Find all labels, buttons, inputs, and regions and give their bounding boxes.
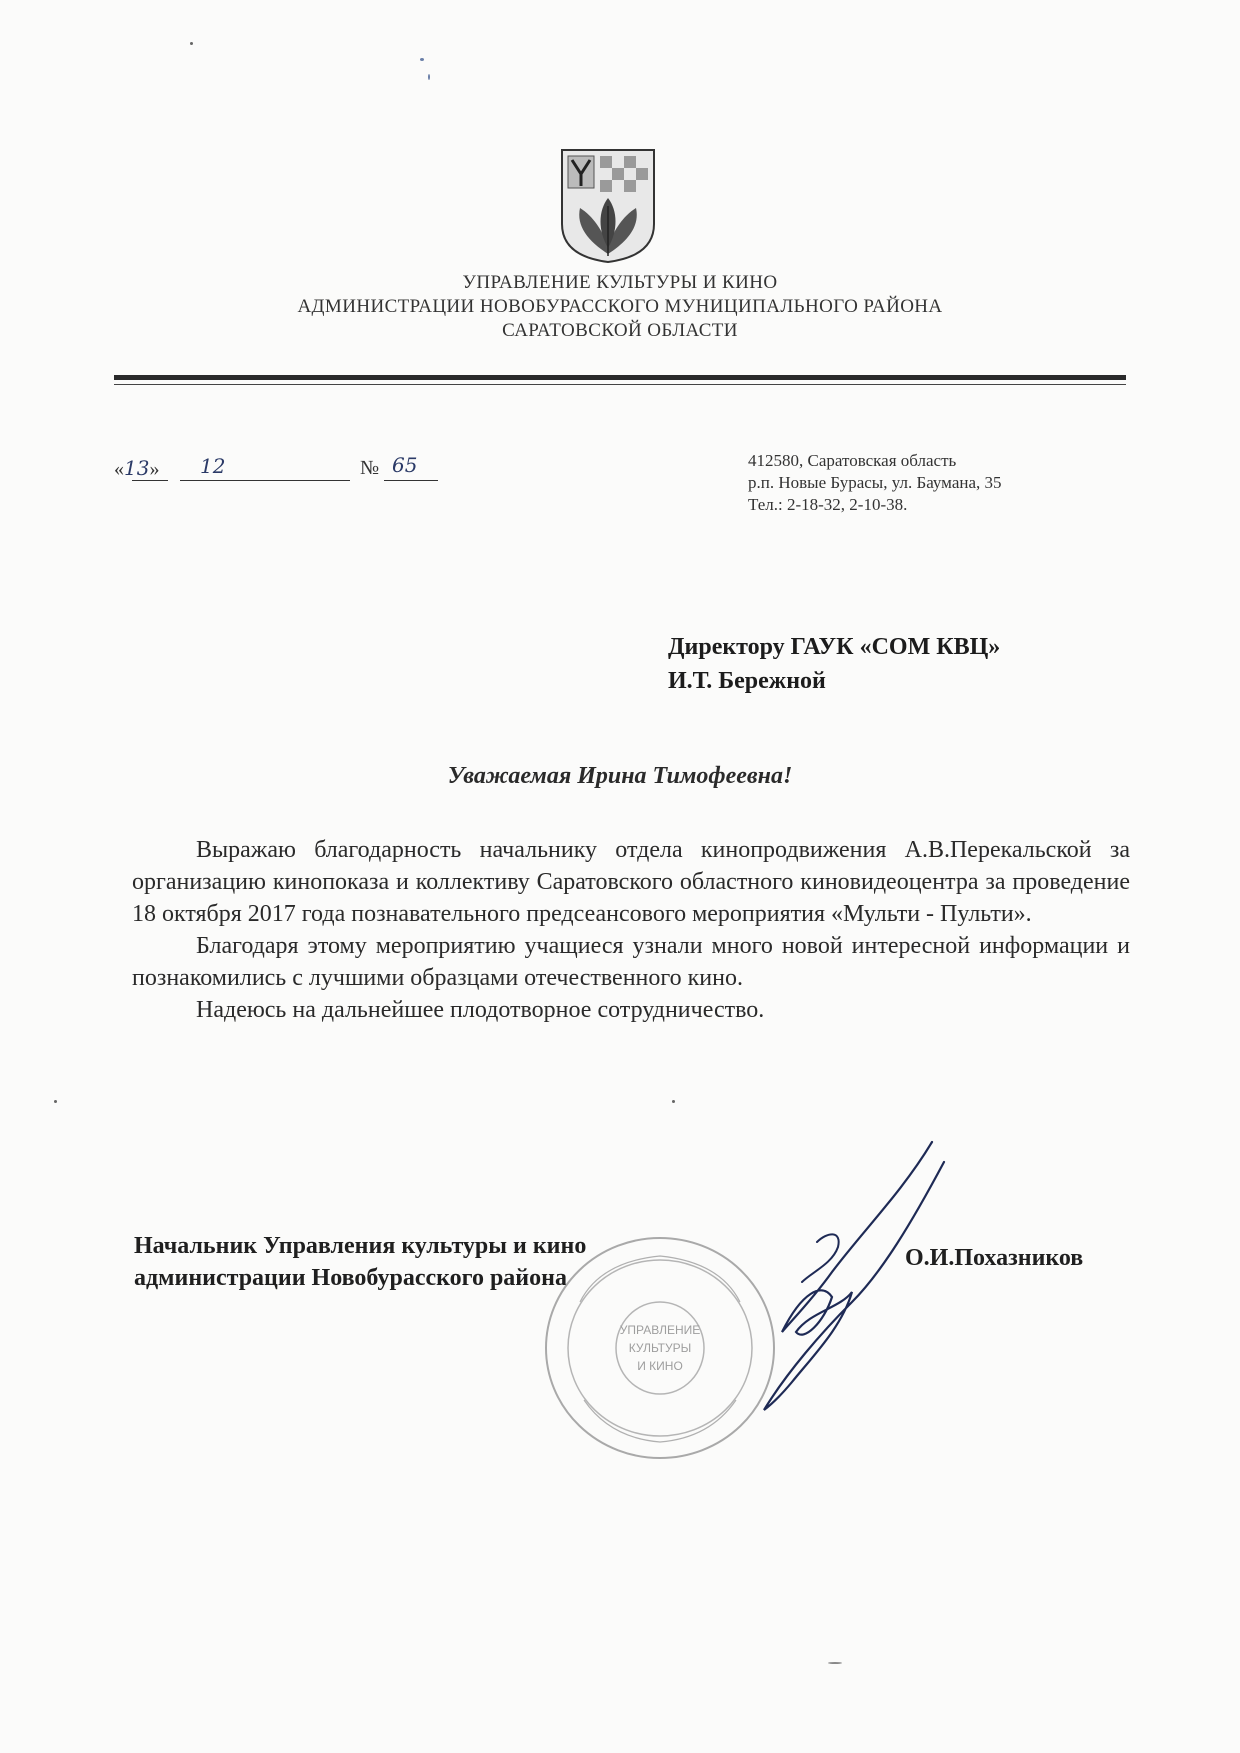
- body-paragraph-1: Выражаю благодарность начальнику отдела кинопродвижения А.В.Перекальской за организацию кинопоказа и коллективу Саратовского областного киновидеоцентра за проведение 18 октября 2017 года познавательного предсеансового мероприятия «Мульти - Пульти».: [132, 837, 1130, 927]
- scan-speck: [420, 58, 424, 61]
- header-rule-thin: [114, 384, 1126, 385]
- letter-body: [132, 834, 1130, 1026]
- scan-speck: [428, 74, 430, 80]
- date-day: 13: [124, 456, 150, 480]
- recipient-position: Директору ГАУК «СОМ КВЦ»: [668, 634, 1001, 660]
- doc-number-line: [384, 479, 438, 481]
- scan-speck: [190, 42, 193, 45]
- date-day-line: [132, 479, 168, 481]
- number-label: №: [360, 457, 380, 479]
- date-month: 12: [200, 454, 226, 478]
- address-line3: Тел.: 2-18-32, 2-10-38.: [748, 495, 908, 514]
- signatory-name: О.И.Похазников: [905, 1245, 1084, 1271]
- org-name-line3: САРАТОВСКОЙ ОБЛАСТИ: [502, 320, 738, 341]
- svg-text:И КИНО: И КИНО: [637, 1359, 683, 1373]
- coat-of-arms-icon: [558, 146, 658, 266]
- header-rule-thick: [114, 375, 1126, 380]
- body-paragraph-2: Благодаря этому мероприятию учащиеся узнали много новой интересной информации и познакомились с лучшими образцами отечественного кино.: [132, 933, 1130, 991]
- body-paragraph-3: Надеюсь на дальнейшее плодотворное сотрудничество.: [196, 997, 765, 1023]
- address-line1: 412580, Саратовская область: [748, 451, 957, 470]
- svg-text:УПРАВЛЕНИЕ: УПРАВЛЕНИЕ: [619, 1323, 701, 1337]
- signatory-title-line2: администрации Новобурасского района: [134, 1265, 567, 1291]
- scan-speck: [828, 1662, 842, 1664]
- scan-speck: [54, 1100, 57, 1103]
- doc-number: 65: [392, 453, 418, 477]
- org-name-line1: УПРАВЛЕНИЕ КУЛЬТУРЫ И КИНО: [462, 272, 778, 293]
- handwritten-signature: [712, 1132, 952, 1414]
- svg-text:КУЛЬТУРЫ: КУЛЬТУРЫ: [628, 1341, 692, 1355]
- date-month-line: [180, 479, 350, 481]
- date-field: «13»: [114, 456, 160, 480]
- recipient-name: И.Т. Бережной: [668, 668, 826, 694]
- address-line2: р.п. Новые Бурасы, ул. Баумана, 35: [748, 473, 1002, 492]
- scan-speck: [672, 1100, 675, 1103]
- signatory-title-line1: Начальник Управления культуры и кино: [134, 1233, 587, 1259]
- org-name-line2: АДМИНИСТРАЦИИ НОВОБУРАССКОГО МУНИЦИПАЛЬНОГО РАЙОНА: [297, 296, 943, 317]
- salutation: Уважаемая Ирина Тимофеевна!: [447, 763, 793, 789]
